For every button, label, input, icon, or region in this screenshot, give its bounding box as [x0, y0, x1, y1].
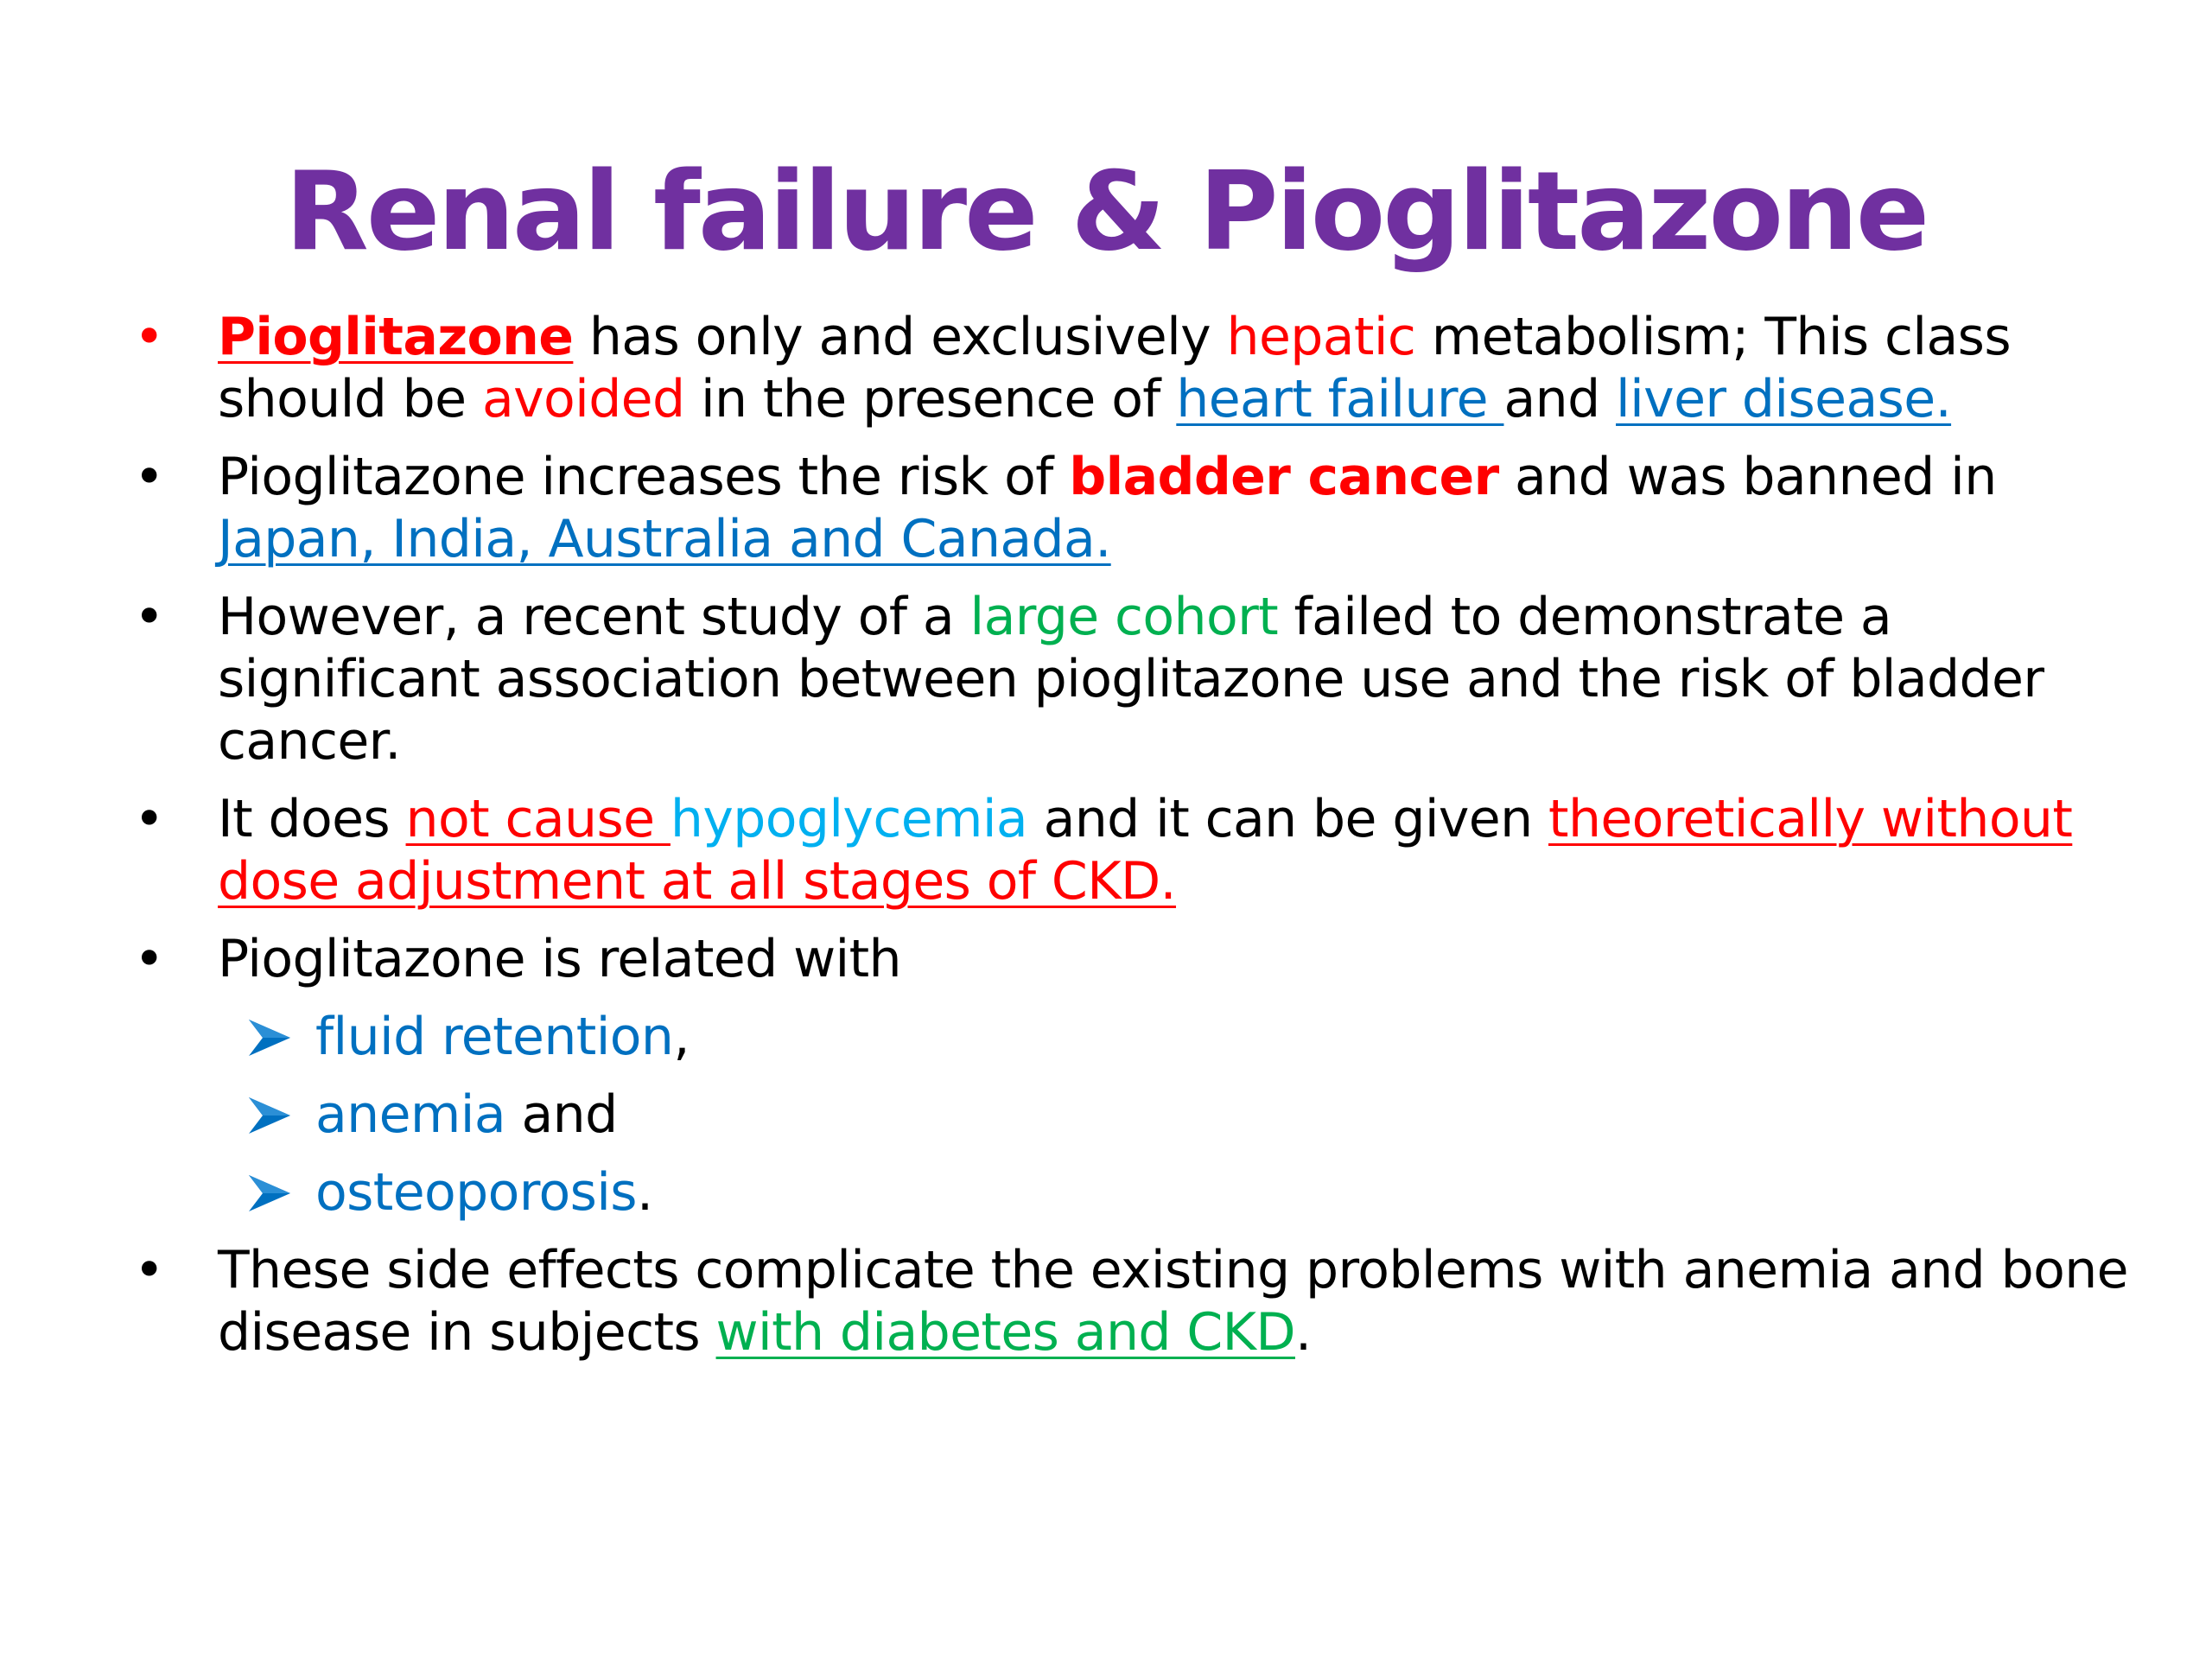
bullet-glyph: •	[134, 307, 164, 367]
text-segment: in the presence of	[684, 369, 1177, 429]
text-segment: and	[505, 1084, 618, 1145]
arrow-bullet-icon	[247, 1096, 292, 1135]
countries-link: Japan, India, Australia and Canada.	[218, 509, 1111, 569]
bullet-glyph: •	[134, 1240, 164, 1300]
text-segment: However, a recent study of a	[218, 587, 970, 647]
arrow-bullet-icon	[247, 1173, 292, 1213]
anemia-term: anemia	[315, 1084, 505, 1145]
bullet-glyph: •	[134, 587, 164, 647]
text-segment: .	[1295, 1302, 1312, 1363]
liver-disease-link: liver disease.	[1616, 369, 1952, 429]
bullet-item	[0, 446, 2212, 570]
bullet-glyph: •	[134, 789, 164, 849]
text-segment: It does	[218, 789, 406, 849]
text-segment: metabolism; This class should be	[218, 307, 2011, 429]
text-segment: and it can be given	[1027, 789, 1549, 849]
fluid-retention-term: fluid retention	[315, 1007, 674, 1067]
text-segment: has only and exclusively	[573, 307, 1227, 367]
bullet-item	[0, 306, 2212, 430]
text-segment: Pioglitazone increases the risk of	[218, 447, 1070, 507]
large-cohort-term: large cohort	[969, 587, 1279, 647]
hypoglycemia-term: hypoglycemia	[670, 789, 1028, 849]
slide-title: Renal failure & Pioglitazone	[284, 148, 1928, 275]
text-segment: Pioglitazone is related with	[218, 929, 901, 989]
bullet-glyph: •	[134, 447, 164, 507]
theoretically-term: theoretically without dose adjustment at all stages of CKD.	[218, 789, 2073, 912]
osteoporosis-term: osteoporosis	[315, 1162, 637, 1223]
sub-bullet-item	[0, 1161, 2212, 1224]
bladder-cancer-term: bladder cancer	[1069, 447, 1499, 507]
hepatic-term: hepatic	[1226, 307, 1416, 367]
sub-bullet-item	[0, 1084, 2212, 1146]
bullet-glyph: •	[134, 929, 164, 989]
text-segment: .	[636, 1162, 653, 1223]
bullet-item	[0, 586, 2212, 772]
avoided-term: avoided	[481, 369, 685, 429]
bullet-list	[0, 306, 2212, 1379]
text-segment: failed to demonstrate a significant association between pioglitazone use and the risk of bladder cancer.	[218, 587, 2044, 772]
bullet-item	[0, 928, 2212, 990]
not-cause-term: not cause	[405, 789, 671, 849]
text-segment: and was banned in	[1498, 447, 1997, 507]
bullet-item	[0, 1239, 2212, 1363]
heart-failure-link: heart failure	[1176, 369, 1504, 429]
pioglitazone-term: Pioglitazone	[218, 307, 574, 367]
arrow-bullet-icon	[247, 1018, 292, 1058]
text-segment: These side effects complicate the existing problems with anemia and bone disease in subjects	[218, 1240, 2128, 1363]
text-segment: and	[1503, 369, 1617, 429]
text-segment: ,	[673, 1007, 690, 1067]
bullet-item	[0, 788, 2212, 912]
diabetes-ckd-term: with diabetes and CKD	[715, 1302, 1295, 1363]
sub-bullet-item	[0, 1006, 2212, 1068]
